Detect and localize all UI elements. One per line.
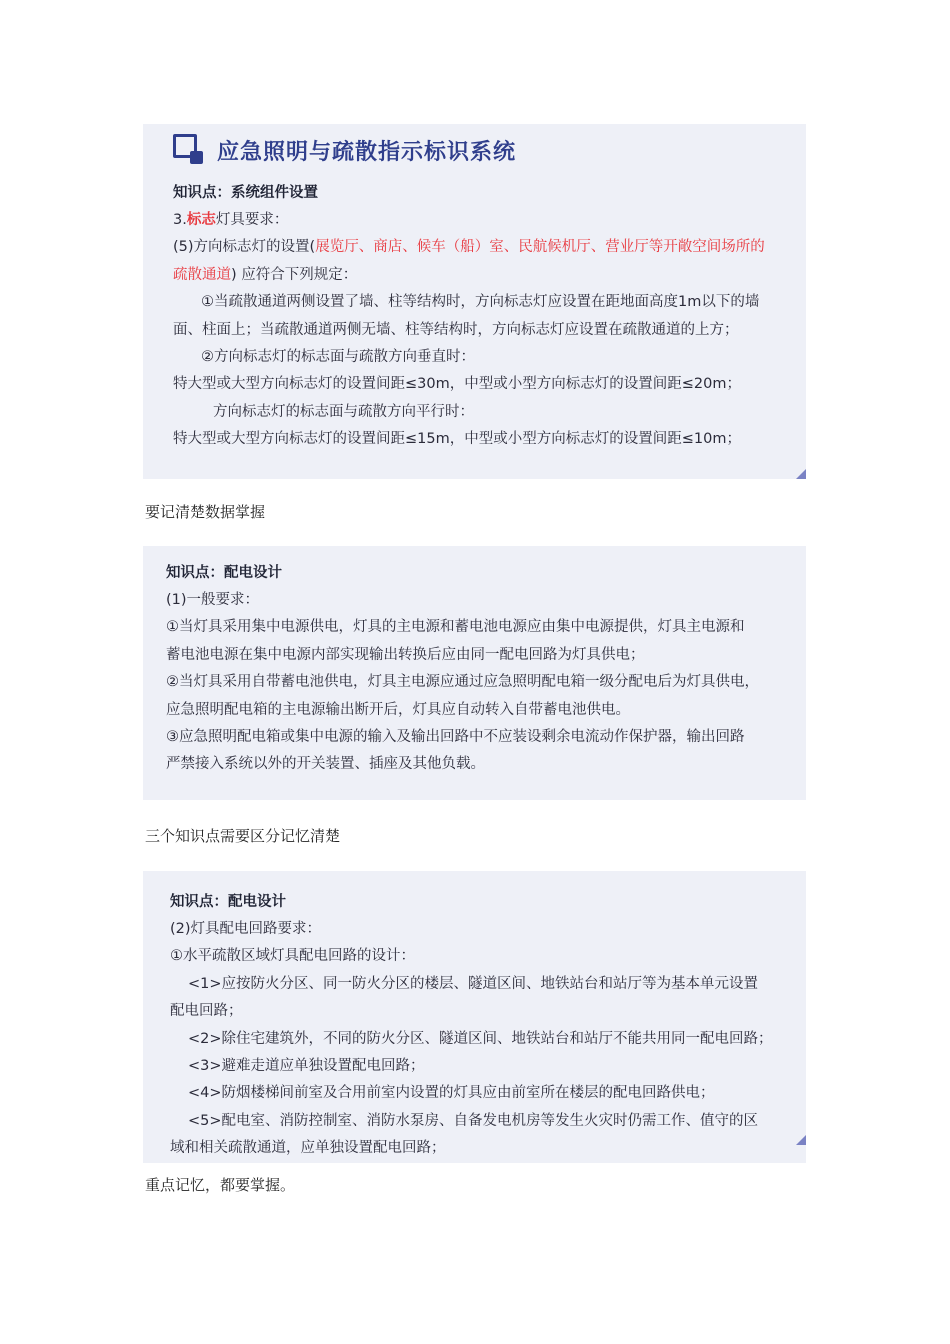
text-line: <3>避难走道应单独设置配电回路； bbox=[188, 1058, 425, 1075]
corner-triangle-icon bbox=[796, 469, 806, 479]
knowledge-point-label: 知识点：配电设计 bbox=[166, 565, 282, 581]
text-line: 特大型或大型方向标志灯的设置间距≤30m，中型或小型方向标志灯的设置间距≤20m； bbox=[173, 376, 741, 393]
text-line: ①当疏散通道两侧设置了墙、柱等结构时，方向标志灯应设置在距地面高度1m以下的墙 bbox=[201, 294, 760, 311]
text-line: 方向标志灯的标志面与疏散方向平行时： bbox=[213, 403, 474, 420]
section-title: 应急照明与疏散指示标识系统 bbox=[217, 139, 517, 165]
study-note: 三个知识点需要区分记忆清楚 bbox=[145, 827, 341, 845]
knowledge-card-power-circuits bbox=[143, 871, 806, 1163]
text-line: 应急照明配电箱的主电源输出断开后，灯具应自动转入自带蓄电池供电。 bbox=[166, 701, 630, 718]
knowledge-card-power-general bbox=[143, 546, 806, 800]
text-line: ①当灯具采用集中电源供电，灯具的主电源和蓄电池电源应由集中电源提供，灯具主电源和 bbox=[166, 619, 745, 636]
study-note: 重点记忆，都要掌握。 bbox=[145, 1176, 296, 1194]
text-line: <1>应按防火分区、同一防火分区的楼层、隧道区间、地铁站台和站厅等为基本单元设置 bbox=[188, 975, 759, 992]
text-line: (1)一般要求： bbox=[166, 592, 260, 608]
text-line: (2)灯具配电回路要求： bbox=[170, 921, 322, 937]
text-line: 严禁接入系统以外的开关装置、插座及其他负载。 bbox=[166, 756, 485, 773]
text-line: (5)方向标志灯的设置(展览厅、商店、候车（船）室、民航候机厅、营业厅等开敞空间场所的 bbox=[173, 239, 765, 256]
text-line: 蓄电池电源在集中电源内部实现输出转换后应由同一配电回路为灯具供电； bbox=[166, 646, 645, 663]
knowledge-point-label: 知识点：配电设计 bbox=[170, 894, 286, 910]
section-square-icon bbox=[173, 134, 205, 166]
study-note: 要记清楚数据掌握 bbox=[145, 503, 266, 521]
section-header bbox=[173, 130, 796, 170]
knowledge-card-signage bbox=[143, 124, 806, 479]
text-line: ③应急照明配电箱或集中电源的输入及输出回路中不应装设剩余电流动作保护器，输出回路 bbox=[166, 729, 745, 746]
text-line: 配电回路； bbox=[170, 1003, 243, 1020]
text-line: ①水平疏散区域灯具配电回路的设计： bbox=[170, 948, 415, 965]
text-line: <5>配电室、消防控制室、消防水泵房、自备发电机房等发生火灾时仍需工作、值守的区 bbox=[188, 1112, 759, 1129]
corner-triangle-icon bbox=[796, 1135, 806, 1145]
text-line: 面、柱面上；当疏散通道两侧无墙、柱等结构时，方向标志灯应设置在疏散通道的上方； bbox=[173, 321, 739, 338]
knowledge-point-label: 知识点：系统组件设置 bbox=[173, 185, 318, 201]
text-line: ②方向标志灯的标志面与疏散方向垂直时： bbox=[201, 349, 475, 366]
text-line: 域和相关疏散通道，应单独设置配电回路； bbox=[170, 1140, 446, 1157]
text-line: <2>除住宅建筑外，不同的防火分区、隧道区间、地铁站台和站厅不能共用同一配电回路； bbox=[188, 1030, 773, 1047]
text-line: 疏散通道) 应符合下列规定： bbox=[173, 266, 358, 283]
text-line: <4>防烟楼梯间前室及合用前室内设置的灯具应由前室所在楼层的配电回路供电； bbox=[188, 1085, 715, 1102]
text-line: 3.标志灯具要求： bbox=[173, 212, 289, 228]
text-line: 特大型或大型方向标志灯的设置间距≤15m，中型或小型方向标志灯的设置间距≤10m； bbox=[173, 431, 741, 448]
text-line: ②当灯具采用自带蓄电池供电，灯具主电源应通过应急照明配电箱一级分配电后为灯具供电， bbox=[166, 674, 759, 691]
